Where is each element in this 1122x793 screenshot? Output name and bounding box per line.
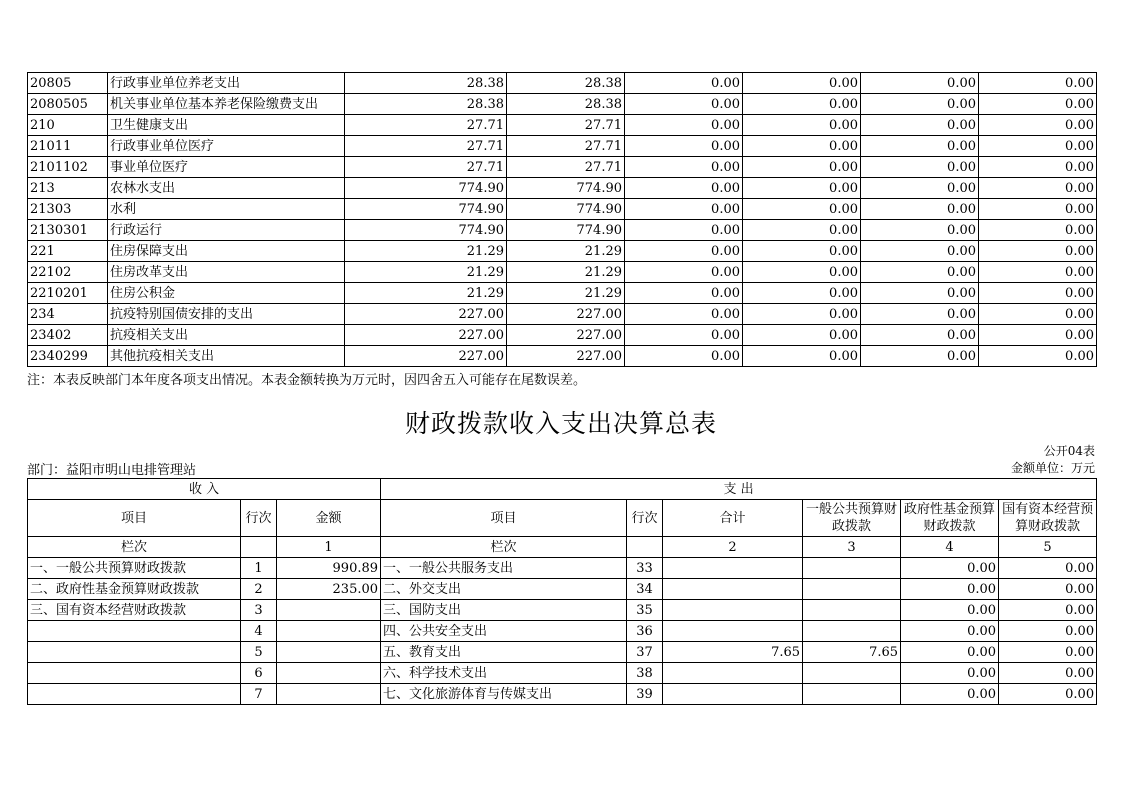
cell-v1: 27.71 xyxy=(345,136,507,157)
cell-code: 221 xyxy=(28,241,108,262)
cell-in-line: 4 xyxy=(241,621,277,642)
gov-fund-header: 政府性基金预算财政拨款 xyxy=(901,500,999,537)
cell-v5: 0.00 xyxy=(861,241,979,262)
cell-v1: 227.00 xyxy=(345,325,507,346)
cell-v5: 0.00 xyxy=(861,73,979,94)
cell-in-amt xyxy=(277,663,381,684)
cell-v4: 0.00 xyxy=(743,115,861,136)
cell-name: 抗疫相关支出 xyxy=(108,325,345,346)
cell-v2: 227.00 xyxy=(507,346,625,367)
cell-name: 水利 xyxy=(108,199,345,220)
cell-name: 机关事业单位基本养老保险缴费支出 xyxy=(108,94,345,115)
cell-total xyxy=(663,558,803,579)
cell-v4: 0.00 xyxy=(743,304,861,325)
cell-name: 卫生健康支出 xyxy=(108,115,345,136)
cell-v3: 0.00 xyxy=(625,325,743,346)
cell-ex-line: 35 xyxy=(627,600,663,621)
cell-v2: 27.71 xyxy=(507,136,625,157)
cell-v1: 227.00 xyxy=(345,346,507,367)
table-row xyxy=(28,621,1097,642)
cell-v5: 0.00 xyxy=(861,94,979,115)
cell-gen xyxy=(803,600,901,621)
cell-fund: 0.00 xyxy=(901,600,999,621)
cell-name: 住房改革支出 xyxy=(108,262,345,283)
expense-header: 支 出 xyxy=(381,479,1097,500)
cell-v2: 21.29 xyxy=(507,241,625,262)
table-row xyxy=(28,178,1097,199)
cell-soe: 0.00 xyxy=(999,579,1097,600)
cell-v1: 27.71 xyxy=(345,115,507,136)
cell-in-item xyxy=(28,663,241,684)
cell-v3: 0.00 xyxy=(625,73,743,94)
cell-soe: 0.00 xyxy=(999,600,1097,621)
cell-gen xyxy=(803,558,901,579)
cell-v1: 21.29 xyxy=(345,283,507,304)
cell-code: 23402 xyxy=(28,325,108,346)
cell-name: 其他抗疫相关支出 xyxy=(108,346,345,367)
cell-v3: 0.00 xyxy=(625,283,743,304)
table-row xyxy=(28,94,1097,115)
cell-ex-line: 33 xyxy=(627,558,663,579)
cell-v2: 774.90 xyxy=(507,220,625,241)
cell-code: 2210201 xyxy=(28,283,108,304)
cell-total xyxy=(663,684,803,705)
cell-gen xyxy=(803,684,901,705)
table-row xyxy=(28,220,1097,241)
cell-v3: 0.00 xyxy=(625,136,743,157)
income-amount-header: 金额 xyxy=(277,500,381,537)
cell-ex-item: 五、教育支出 xyxy=(381,642,627,663)
cell-v3: 0.00 xyxy=(625,199,743,220)
cell-ex-item: 二、外交支出 xyxy=(381,579,627,600)
cell-in-amt xyxy=(277,621,381,642)
cell-v3: 0.00 xyxy=(625,304,743,325)
cell-fund: 0.00 xyxy=(901,642,999,663)
fiscal-summary-body xyxy=(28,479,1097,705)
cell-v4: 0.00 xyxy=(743,241,861,262)
table-row xyxy=(28,199,1097,220)
cell-v5: 0.00 xyxy=(861,283,979,304)
cell-v6: 0.00 xyxy=(979,136,1097,157)
cell-name: 行政事业单位养老支出 xyxy=(108,73,345,94)
cell-v4: 0.00 xyxy=(743,73,861,94)
cell-v2: 27.71 xyxy=(507,157,625,178)
col-index-3: 3 xyxy=(803,537,901,558)
table-row xyxy=(28,136,1097,157)
table-row xyxy=(28,262,1097,283)
cell-ex-item: 一、一般公共服务支出 xyxy=(381,558,627,579)
cell-v5: 0.00 xyxy=(861,199,979,220)
cell-v3: 0.00 xyxy=(625,346,743,367)
cell-v5: 0.00 xyxy=(861,136,979,157)
form-number: 公开04表 xyxy=(1043,444,1095,458)
cell-in-amt: 990.89 xyxy=(277,558,381,579)
table-row xyxy=(28,115,1097,136)
cell-v4: 0.00 xyxy=(743,220,861,241)
table-row xyxy=(28,241,1097,262)
cell-v6: 0.00 xyxy=(979,199,1097,220)
cell-v5: 0.00 xyxy=(861,325,979,346)
cell-v2: 227.00 xyxy=(507,325,625,346)
cell-in-item xyxy=(28,642,241,663)
table-row xyxy=(28,684,1097,705)
cell-v2: 774.90 xyxy=(507,178,625,199)
cell-in-item: 三、国有资本经营财政拨款 xyxy=(28,600,241,621)
table-row xyxy=(28,346,1097,367)
cell-total xyxy=(663,621,803,642)
cell-in-line: 5 xyxy=(241,642,277,663)
cell-in-line: 2 xyxy=(241,579,277,600)
cell-v2: 21.29 xyxy=(507,262,625,283)
cell-v3: 0.00 xyxy=(625,178,743,199)
cell-soe: 0.00 xyxy=(999,558,1097,579)
cell-v4: 0.00 xyxy=(743,325,861,346)
cell-v5: 0.00 xyxy=(861,157,979,178)
cell-fund: 0.00 xyxy=(901,579,999,600)
cell-v5: 0.00 xyxy=(861,262,979,283)
general-budget-header: 一般公共预算财政拨款 xyxy=(803,500,901,537)
income-item-header: 项目 xyxy=(28,500,241,537)
cell-v5: 0.00 xyxy=(861,115,979,136)
cell-in-item: 二、政府性基金预算财政拨款 xyxy=(28,579,241,600)
cell-soe: 0.00 xyxy=(999,642,1097,663)
cell-in-amt xyxy=(277,642,381,663)
col-blank xyxy=(241,537,277,558)
cell-ex-item: 四、公共安全支出 xyxy=(381,621,627,642)
cell-v2: 227.00 xyxy=(507,304,625,325)
col-index-1: 1 xyxy=(277,537,381,558)
cell-v6: 0.00 xyxy=(979,115,1097,136)
cell-code: 2101102 xyxy=(28,157,108,178)
cell-v6: 0.00 xyxy=(979,262,1097,283)
cell-in-line: 3 xyxy=(241,600,277,621)
cell-v4: 0.00 xyxy=(743,199,861,220)
cell-v1: 774.90 xyxy=(345,220,507,241)
page-title: 财政拨款收入支出决算总表 xyxy=(404,409,717,438)
cell-in-amt xyxy=(277,600,381,621)
fiscal-summary-table xyxy=(27,478,1097,705)
expenditure-detail-table xyxy=(27,72,1097,367)
cell-soe: 0.00 xyxy=(999,663,1097,684)
cell-v1: 27.71 xyxy=(345,157,507,178)
cell-name: 事业单位医疗 xyxy=(108,157,345,178)
cell-v3: 0.00 xyxy=(625,94,743,115)
cell-in-amt: 235.00 xyxy=(277,579,381,600)
cell-in-item: 一、一般公共预算财政拨款 xyxy=(28,558,241,579)
table-row xyxy=(28,157,1097,178)
amount-unit-label: 金额单位：万元 xyxy=(1010,461,1095,475)
cell-v6: 0.00 xyxy=(979,73,1097,94)
cell-name: 抗疫特别国债安排的支出 xyxy=(108,304,345,325)
cell-v3: 0.00 xyxy=(625,157,743,178)
col-index-5: 5 xyxy=(999,537,1097,558)
cell-v6: 0.00 xyxy=(979,220,1097,241)
cell-ex-line: 36 xyxy=(627,621,663,642)
cell-code: 234 xyxy=(28,304,108,325)
cell-in-item xyxy=(28,621,241,642)
table-row xyxy=(28,283,1097,304)
cell-name: 住房公积金 xyxy=(108,283,345,304)
col-label-expense: 栏次 xyxy=(381,537,627,558)
cell-code: 2340299 xyxy=(28,346,108,367)
cell-ex-line: 34 xyxy=(627,579,663,600)
cell-gen: 7.65 xyxy=(803,642,901,663)
cell-total: 7.65 xyxy=(663,642,803,663)
cell-in-line: 7 xyxy=(241,684,277,705)
cell-code: 210 xyxy=(28,115,108,136)
cell-v6: 0.00 xyxy=(979,157,1097,178)
cell-ex-line: 39 xyxy=(627,684,663,705)
col-blank xyxy=(627,537,663,558)
cell-v4: 0.00 xyxy=(743,262,861,283)
expense-item-header: 项目 xyxy=(381,500,627,537)
table-row xyxy=(28,600,1097,621)
cell-v2: 21.29 xyxy=(507,283,625,304)
cell-ex-item: 七、文化旅游体育与传媒支出 xyxy=(381,684,627,705)
income-line-header: 行次 xyxy=(241,500,277,537)
cell-code: 21011 xyxy=(28,136,108,157)
cell-code: 2080505 xyxy=(28,94,108,115)
cell-gen xyxy=(803,621,901,642)
cell-v5: 0.00 xyxy=(861,346,979,367)
cell-code: 22102 xyxy=(28,262,108,283)
cell-v3: 0.00 xyxy=(625,220,743,241)
table-row xyxy=(28,558,1097,579)
cell-v4: 0.00 xyxy=(743,157,861,178)
table-row xyxy=(28,642,1097,663)
table-row xyxy=(28,579,1097,600)
cell-fund: 0.00 xyxy=(901,663,999,684)
cell-name: 行政事业单位医疗 xyxy=(108,136,345,157)
table-row xyxy=(28,304,1097,325)
cell-fund: 0.00 xyxy=(901,621,999,642)
table-row xyxy=(28,73,1097,94)
cell-v2: 774.90 xyxy=(507,199,625,220)
cell-v1: 21.29 xyxy=(345,241,507,262)
header-row-2 xyxy=(28,500,1097,537)
table-row xyxy=(28,325,1097,346)
cell-v6: 0.00 xyxy=(979,241,1097,262)
cell-v6: 0.00 xyxy=(979,346,1097,367)
cell-v4: 0.00 xyxy=(743,283,861,304)
column-index-row xyxy=(28,537,1097,558)
cell-v2: 28.38 xyxy=(507,73,625,94)
cell-v6: 0.00 xyxy=(979,304,1097,325)
cell-code: 21303 xyxy=(28,199,108,220)
expenditure-detail-body xyxy=(28,73,1097,367)
cell-total xyxy=(663,579,803,600)
cell-code: 213 xyxy=(28,178,108,199)
cell-in-item xyxy=(28,684,241,705)
total-header: 合计 xyxy=(663,500,803,537)
cell-gen xyxy=(803,579,901,600)
cell-v1: 774.90 xyxy=(345,178,507,199)
col-index-4: 4 xyxy=(901,537,999,558)
cell-v4: 0.00 xyxy=(743,94,861,115)
cell-ex-line: 38 xyxy=(627,663,663,684)
cell-v6: 0.00 xyxy=(979,94,1097,115)
cell-v5: 0.00 xyxy=(861,220,979,241)
cell-ex-item: 六、科学技术支出 xyxy=(381,663,627,684)
header-row-1 xyxy=(28,479,1097,500)
cell-v4: 0.00 xyxy=(743,178,861,199)
cell-v1: 28.38 xyxy=(345,73,507,94)
table-note: 注：本表反映部门本年度各项支出情况。本表金额转换为万元时，因四舍五入可能存在尾数误差。 xyxy=(27,373,587,388)
cell-v1: 774.90 xyxy=(345,199,507,220)
cell-v5: 0.00 xyxy=(861,304,979,325)
cell-name: 农林水支出 xyxy=(108,178,345,199)
cell-soe: 0.00 xyxy=(999,684,1097,705)
col-label-income: 栏次 xyxy=(28,537,241,558)
table-row xyxy=(28,663,1097,684)
cell-fund: 0.00 xyxy=(901,558,999,579)
income-header: 收 入 xyxy=(28,479,381,500)
cell-v3: 0.00 xyxy=(625,241,743,262)
cell-name: 行政运行 xyxy=(108,220,345,241)
cell-v2: 27.71 xyxy=(507,115,625,136)
soe-capital-header: 国有资本经营预算财政拨款 xyxy=(999,500,1097,537)
cell-gen xyxy=(803,663,901,684)
cell-in-line: 6 xyxy=(241,663,277,684)
cell-fund: 0.00 xyxy=(901,684,999,705)
cell-name: 住房保障支出 xyxy=(108,241,345,262)
cell-v1: 28.38 xyxy=(345,94,507,115)
cell-in-line: 1 xyxy=(241,558,277,579)
cell-code: 2130301 xyxy=(28,220,108,241)
cell-v2: 28.38 xyxy=(507,94,625,115)
cell-in-amt xyxy=(277,684,381,705)
cell-v4: 0.00 xyxy=(743,136,861,157)
cell-soe: 0.00 xyxy=(999,621,1097,642)
cell-ex-line: 37 xyxy=(627,642,663,663)
cell-v1: 227.00 xyxy=(345,304,507,325)
cell-v6: 0.00 xyxy=(979,325,1097,346)
cell-v3: 0.00 xyxy=(625,262,743,283)
expense-line-header: 行次 xyxy=(627,500,663,537)
cell-total xyxy=(663,663,803,684)
cell-ex-item: 三、国防支出 xyxy=(381,600,627,621)
col-index-2: 2 xyxy=(663,537,803,558)
cell-v6: 0.00 xyxy=(979,178,1097,199)
cell-v4: 0.00 xyxy=(743,346,861,367)
department-label: 部门：益阳市明山电排管理站 xyxy=(27,463,197,478)
cell-v6: 0.00 xyxy=(979,283,1097,304)
cell-v1: 21.29 xyxy=(345,262,507,283)
cell-code: 20805 xyxy=(28,73,108,94)
cell-total xyxy=(663,600,803,621)
cell-v3: 0.00 xyxy=(625,115,743,136)
cell-v5: 0.00 xyxy=(861,178,979,199)
